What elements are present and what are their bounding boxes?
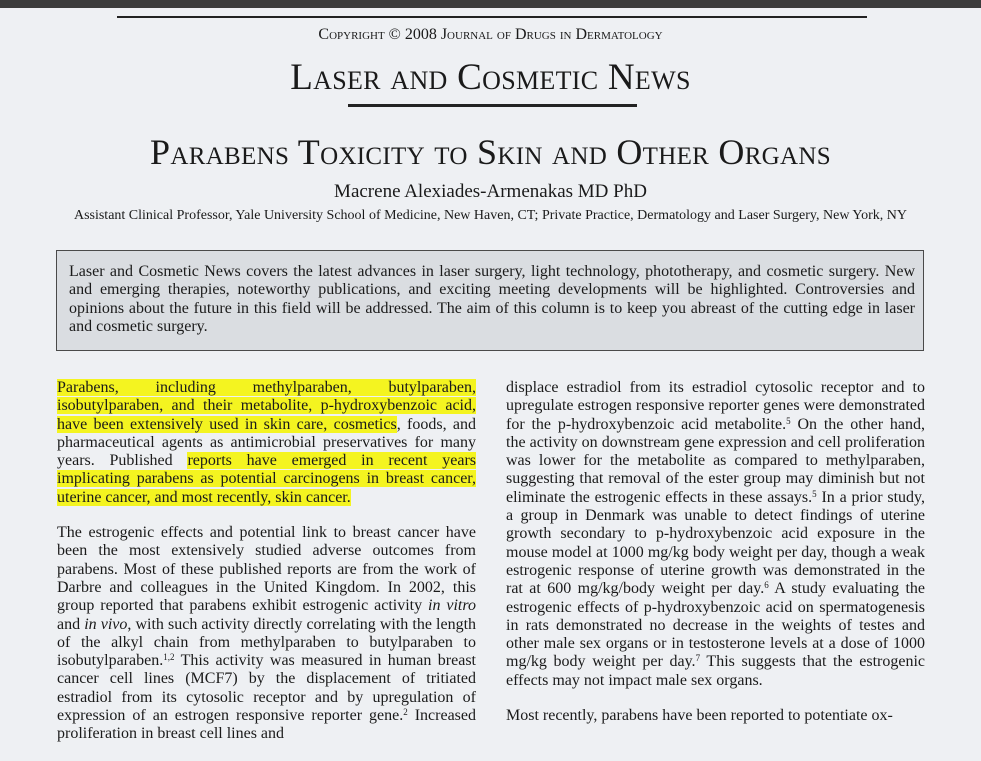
paragraph [57,379,476,507]
paragraph: Most recently, parabens have been reported to potentiate ox- [506,707,893,725]
body-text: and [57,615,85,633]
right-column [506,379,925,742]
paragraph [506,379,925,690]
author-name: Macrene Alexiades-Armenakas MD PhD [334,181,647,202]
left-column [57,379,476,761]
reference-superscript[interactable]: 5 [786,415,791,426]
reference-superscript[interactable]: 2 [403,707,408,718]
reference-superscript[interactable]: 6 [764,580,769,591]
author-affiliation: Assistant Clinical Professor, Yale University School of Medicine, New Haven, CT; Private Practice, Dermatology and Laser Surgery, New York, NY [73,208,908,223]
body-text: This suggests that the estrogenic effects may not impact male sex organs. [506,653,926,689]
highlighted-text[interactable]: Parabens, including methylparaben, butylparaben, isobutylparaben, and their metabolite, p-hydroxybenzoic acid, have been extensively used in skin care, cosmetics [57,379,476,433]
paragraph [57,524,476,744]
body-text: A study evaluating the estrogenic effects of p-hydroxybenzoic acid on spermatogenesis in rats demonstrated no decrease in the weights of testes and other male sex organs or in testosterone levels at a dose of 1000 mg/kg body weight per day. [506,580,926,671]
viewer-top-bar [0,0,981,8]
abstract-box: Laser and Cosmetic News covers the latest advances in laser surgery, light technology, phototherapy, and cosmetic surgery. New and emerging therapies, noteworthy publications, and exciting meeting developments will be highlighted. Controversies and opinions about the future in this field will be addressed. The aim of this column is to keep you abreast of the cutting edge in laser and cosmetic surgery. [56,250,924,351]
italic-term: in vivo [84,615,128,633]
article-title: Parabens Toxicity to Skin and Other Organs [150,132,831,172]
reference-superscript[interactable]: 5 [812,488,817,499]
body-text: , with such activity directly correlating with the length of the alkyl chain from methylparaben to butylparaben to isobutylparaben. [57,615,477,670]
body-text: Increased proliferation in breast cell lines and [57,707,477,743]
section-title: Laser and Cosmetic News [290,57,691,98]
body-text: displace estradiol from its estradiol cytosolic receptor and to upregulate estrogen responsive reporter genes were demonstrated for the p-hydroxybenzoic acid metabolite. [506,379,925,433]
body-text: The estrogenic effects and potential link to breast cancer have been the most extensively studied adverse outcomes from parabens. Most of these published reports are from the work of Darbre and colleagues in the United Kingdom. In 2002, this group reported that parabens exhibit estrogenic activity [57,524,476,615]
section-title-underline [348,104,637,107]
reference-superscript[interactable]: 7 [695,653,701,664]
reference-superscript[interactable]: 1,2 [163,652,175,663]
body-text: , foods, and pharmaceutical agents as antimicrobial preservatives for many years. Published [57,415,477,470]
copyright-line: Copyright © 2008 Journal of Drugs in Dermatology [318,26,663,43]
highlighted-text[interactable]: reports have emerged in recent years implicating parabens as potential carcinogens in breast cancer, uterine cancer, and most recently, skin cancer. [57,452,477,506]
body-text: In a prior study, a group in Denmark was unable to detect findings of uterine growth secondary to p-hydroxybenzoic acid exposure in the mouse model at 1000 mg/kg body weight per day, though a weak estrogenic response of uterine growth was demonstrated in the rat at 600 mg/kg/body weight per day. [506,488,926,598]
body-text: On the other hand, the activity on downstream gene expression and cell proliferation was lower for the metabolite as compared to methylparaben, suggesting that removal of the ester group may diminish but not eliminate the estrogenic effects in these assays. [506,415,925,506]
body-text: This activity was measured in human breast cancer cell lines (MCF7) by the displacement of tritiated estradiol from its cytosolic receptor and by upregulation of expression of an estrogen responsive reporter gene. [57,652,476,725]
italic-term: in vitro [428,597,476,615]
header-rule-top [117,16,867,18]
